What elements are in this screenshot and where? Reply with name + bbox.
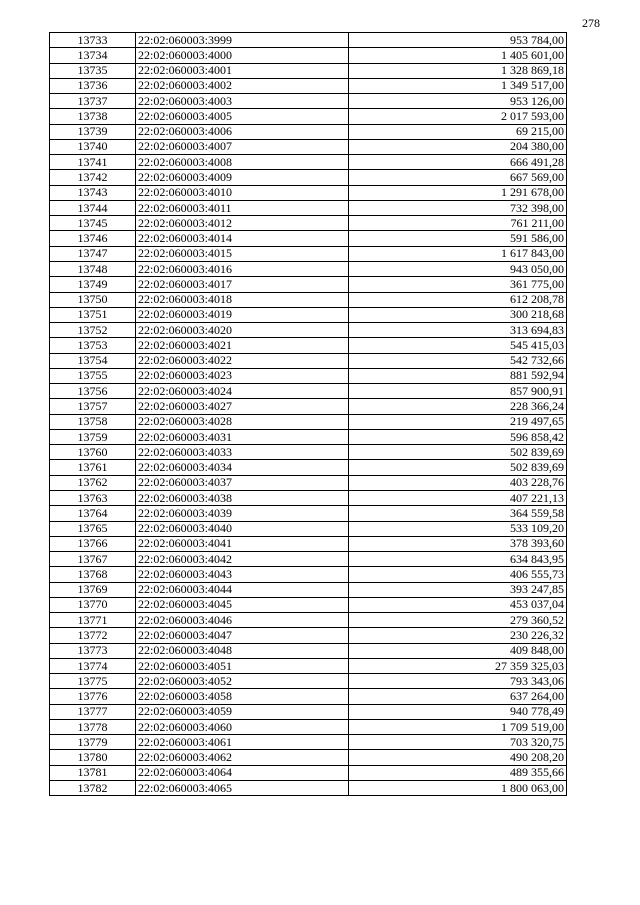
row-number-cell: 13747 [50, 246, 136, 261]
cadastral-value-cell: 1 349 517,00 [349, 78, 567, 93]
table-row [50, 94, 567, 109]
row-number-cell: 13754 [50, 353, 136, 368]
cadastral-value-cell: 409 848,00 [349, 643, 567, 658]
cadastral-number-cell: 22:02:060003:4008 [136, 155, 349, 170]
table-row [50, 353, 567, 368]
cadastral-number-cell: 22:02:060003:4027 [136, 399, 349, 414]
row-number-cell: 13735 [50, 63, 136, 78]
cadastral-value-cell: 533 109,20 [349, 521, 567, 536]
cadastral-number-cell: 22:02:060003:4034 [136, 460, 349, 475]
table-row [50, 109, 567, 124]
cadastral-value-cell: 703 320,75 [349, 735, 567, 750]
table-row [50, 200, 567, 215]
cadastral-number-cell: 22:02:060003:4062 [136, 750, 349, 765]
cadastral-value-cell: 953 126,00 [349, 94, 567, 109]
row-number-cell: 13744 [50, 200, 136, 215]
cadastral-value-cell: 490 208,20 [349, 750, 567, 765]
cadastral-number-cell: 22:02:060003:4037 [136, 475, 349, 490]
table-row [50, 552, 567, 567]
table-row [50, 597, 567, 612]
row-number-cell: 13740 [50, 139, 136, 154]
cadastral-number-cell: 22:02:060003:4002 [136, 78, 349, 93]
cadastral-number-cell: 22:02:060003:4031 [136, 429, 349, 444]
cadastral-value-cell: 230 226,32 [349, 628, 567, 643]
table-row [50, 139, 567, 154]
cadastral-number-cell: 22:02:060003:4005 [136, 109, 349, 124]
cadastral-value-cell: 489 355,66 [349, 765, 567, 780]
cadastral-value-cell: 612 208,78 [349, 292, 567, 307]
row-number-cell: 13738 [50, 109, 136, 124]
table-row [50, 643, 567, 658]
cadastral-number-cell: 22:02:060003:4009 [136, 170, 349, 185]
row-number-cell: 13759 [50, 429, 136, 444]
row-number-cell: 13782 [50, 781, 136, 796]
table-row [50, 674, 567, 689]
cadastral-value-cell: 204 380,00 [349, 139, 567, 154]
row-number-cell: 13749 [50, 277, 136, 292]
cadastral-value-cell: 1 617 843,00 [349, 246, 567, 261]
cadastral-value-cell: 406 555,73 [349, 567, 567, 582]
table-row [50, 155, 567, 170]
row-number-cell: 13746 [50, 231, 136, 246]
cadastral-value-cell: 403 228,76 [349, 475, 567, 490]
cadastral-value-cell: 881 592,94 [349, 368, 567, 383]
table-row [50, 582, 567, 597]
cadastral-number-cell: 22:02:060003:4064 [136, 765, 349, 780]
cadastral-number-cell: 22:02:060003:4006 [136, 124, 349, 139]
table-row [50, 323, 567, 338]
table-row [50, 63, 567, 78]
table-row [50, 658, 567, 673]
cadastral-number-cell: 22:02:060003:4045 [136, 597, 349, 612]
row-number-cell: 13780 [50, 750, 136, 765]
row-number-cell: 13775 [50, 674, 136, 689]
table-row [50, 445, 567, 460]
registry-table-body [50, 33, 567, 796]
table-row [50, 490, 567, 505]
cadastral-number-cell: 22:02:060003:4060 [136, 719, 349, 734]
cadastral-value-cell: 361 775,00 [349, 277, 567, 292]
cadastral-number-cell: 22:02:060003:4042 [136, 552, 349, 567]
cadastral-value-cell: 279 360,52 [349, 613, 567, 628]
row-number-cell: 13772 [50, 628, 136, 643]
table-row [50, 384, 567, 399]
row-number-cell: 13764 [50, 506, 136, 521]
table-row [50, 521, 567, 536]
row-number-cell: 13763 [50, 490, 136, 505]
cadastral-value-cell: 953 784,00 [349, 33, 567, 48]
cadastral-value-cell: 1 328 869,18 [349, 63, 567, 78]
row-number-cell: 13745 [50, 216, 136, 231]
cadastral-number-cell: 22:02:060003:4017 [136, 277, 349, 292]
table-row [50, 765, 567, 780]
cadastral-value-cell: 591 586,00 [349, 231, 567, 246]
cadastral-number-cell: 22:02:060003:4058 [136, 689, 349, 704]
cadastral-number-cell: 22:02:060003:4011 [136, 200, 349, 215]
row-number-cell: 13748 [50, 261, 136, 276]
table-row [50, 704, 567, 719]
table-row [50, 292, 567, 307]
row-number-cell: 13766 [50, 536, 136, 551]
table-row [50, 628, 567, 643]
cadastral-value-cell: 2 017 593,00 [349, 109, 567, 124]
cadastral-number-cell: 22:02:060003:4052 [136, 674, 349, 689]
row-number-cell: 13765 [50, 521, 136, 536]
row-number-cell: 13742 [50, 170, 136, 185]
row-number-cell: 13734 [50, 48, 136, 63]
cadastral-value-cell: 667 569,00 [349, 170, 567, 185]
table-row [50, 689, 567, 704]
row-number-cell: 13743 [50, 185, 136, 200]
cadastral-number-cell: 22:02:060003:4040 [136, 521, 349, 536]
table-row [50, 781, 567, 796]
cadastral-value-cell: 219 497,65 [349, 414, 567, 429]
cadastral-value-cell: 1 800 063,00 [349, 781, 567, 796]
table-row [50, 246, 567, 261]
cadastral-value-cell: 596 858,42 [349, 429, 567, 444]
cadastral-value-cell: 27 359 325,03 [349, 658, 567, 673]
table-row [50, 429, 567, 444]
row-number-cell: 13769 [50, 582, 136, 597]
table-row [50, 216, 567, 231]
table-row [50, 750, 567, 765]
table-row [50, 368, 567, 383]
row-number-cell: 13758 [50, 414, 136, 429]
cadastral-value-cell: 857 900,91 [349, 384, 567, 399]
cadastral-number-cell: 22:02:060003:4033 [136, 445, 349, 460]
cadastral-value-cell: 1 709 519,00 [349, 719, 567, 734]
cadastral-value-cell: 634 843,95 [349, 552, 567, 567]
page-number: 278 [582, 16, 600, 30]
cadastral-number-cell: 22:02:060003:4023 [136, 368, 349, 383]
row-number-cell: 13770 [50, 597, 136, 612]
row-number-cell: 13741 [50, 155, 136, 170]
cadastral-value-cell: 313 694,83 [349, 323, 567, 338]
table-row [50, 261, 567, 276]
cadastral-number-cell: 22:02:060003:4061 [136, 735, 349, 750]
cadastral-value-cell: 637 264,00 [349, 689, 567, 704]
row-number-cell: 13751 [50, 307, 136, 322]
row-number-cell: 13762 [50, 475, 136, 490]
table-row [50, 475, 567, 490]
table-row [50, 48, 567, 63]
table-row [50, 78, 567, 93]
cadastral-value-cell: 761 211,00 [349, 216, 567, 231]
row-number-cell: 13774 [50, 658, 136, 673]
cadastral-value-cell: 940 778,49 [349, 704, 567, 719]
cadastral-number-cell: 22:02:060003:4020 [136, 323, 349, 338]
cadastral-number-cell: 22:02:060003:4024 [136, 384, 349, 399]
cadastral-value-cell: 1 405 601,00 [349, 48, 567, 63]
cadastral-value-cell: 732 398,00 [349, 200, 567, 215]
cadastral-number-cell: 22:02:060003:4041 [136, 536, 349, 551]
row-number-cell: 13752 [50, 323, 136, 338]
cadastral-number-cell: 22:02:060003:4001 [136, 63, 349, 78]
cadastral-value-cell: 228 366,24 [349, 399, 567, 414]
table-row [50, 735, 567, 750]
table-row [50, 185, 567, 200]
cadastral-value-cell: 364 559,58 [349, 506, 567, 521]
cadastral-value-cell: 393 247,85 [349, 582, 567, 597]
cadastral-number-cell: 22:02:060003:4022 [136, 353, 349, 368]
cadastral-number-cell: 22:02:060003:4021 [136, 338, 349, 353]
table-row [50, 307, 567, 322]
row-number-cell: 13778 [50, 719, 136, 734]
table-row [50, 231, 567, 246]
table-row [50, 414, 567, 429]
row-number-cell: 13733 [50, 33, 136, 48]
cadastral-number-cell: 22:02:060003:4007 [136, 139, 349, 154]
row-number-cell: 13760 [50, 445, 136, 460]
cadastral-value-cell: 545 415,03 [349, 338, 567, 353]
registry-table [49, 32, 567, 796]
row-number-cell: 13755 [50, 368, 136, 383]
cadastral-number-cell: 22:02:060003:3999 [136, 33, 349, 48]
cadastral-value-cell: 69 215,00 [349, 124, 567, 139]
cadastral-value-cell: 502 839,69 [349, 460, 567, 475]
cadastral-value-cell: 542 732,66 [349, 353, 567, 368]
row-number-cell: 13768 [50, 567, 136, 582]
cadastral-number-cell: 22:02:060003:4000 [136, 48, 349, 63]
row-number-cell: 13753 [50, 338, 136, 353]
table-row [50, 506, 567, 521]
cadastral-number-cell: 22:02:060003:4051 [136, 658, 349, 673]
cadastral-value-cell: 378 393,60 [349, 536, 567, 551]
row-number-cell: 13773 [50, 643, 136, 658]
row-number-cell: 13767 [50, 552, 136, 567]
row-number-cell: 13736 [50, 78, 136, 93]
cadastral-number-cell: 22:02:060003:4018 [136, 292, 349, 307]
cadastral-value-cell: 407 221,13 [349, 490, 567, 505]
cadastral-value-cell: 793 343,06 [349, 674, 567, 689]
row-number-cell: 13737 [50, 94, 136, 109]
cadastral-value-cell: 502 839,69 [349, 445, 567, 460]
cadastral-number-cell: 22:02:060003:4046 [136, 613, 349, 628]
table-row [50, 170, 567, 185]
row-number-cell: 13756 [50, 384, 136, 399]
row-number-cell: 13771 [50, 613, 136, 628]
row-number-cell: 13777 [50, 704, 136, 719]
cadastral-number-cell: 22:02:060003:4003 [136, 94, 349, 109]
table-row [50, 613, 567, 628]
cadastral-value-cell: 453 037,04 [349, 597, 567, 612]
table-row [50, 338, 567, 353]
cadastral-number-cell: 22:02:060003:4012 [136, 216, 349, 231]
cadastral-number-cell: 22:02:060003:4038 [136, 490, 349, 505]
row-number-cell: 13776 [50, 689, 136, 704]
cadastral-value-cell: 666 491,28 [349, 155, 567, 170]
cadastral-value-cell: 943 050,00 [349, 261, 567, 276]
table-row [50, 567, 567, 582]
table-row [50, 33, 567, 48]
table-row [50, 399, 567, 414]
cadastral-number-cell: 22:02:060003:4048 [136, 643, 349, 658]
table-row [50, 124, 567, 139]
row-number-cell: 13739 [50, 124, 136, 139]
table-row [50, 277, 567, 292]
cadastral-number-cell: 22:02:060003:4047 [136, 628, 349, 643]
table-row [50, 536, 567, 551]
table-row [50, 460, 567, 475]
cadastral-number-cell: 22:02:060003:4015 [136, 246, 349, 261]
row-number-cell: 13750 [50, 292, 136, 307]
row-number-cell: 13757 [50, 399, 136, 414]
row-number-cell: 13781 [50, 765, 136, 780]
cadastral-number-cell: 22:02:060003:4014 [136, 231, 349, 246]
table-row [50, 719, 567, 734]
cadastral-value-cell: 1 291 678,00 [349, 185, 567, 200]
cadastral-number-cell: 22:02:060003:4043 [136, 567, 349, 582]
cadastral-number-cell: 22:02:060003:4044 [136, 582, 349, 597]
cadastral-number-cell: 22:02:060003:4059 [136, 704, 349, 719]
row-number-cell: 13779 [50, 735, 136, 750]
cadastral-number-cell: 22:02:060003:4019 [136, 307, 349, 322]
cadastral-number-cell: 22:02:060003:4039 [136, 506, 349, 521]
cadastral-number-cell: 22:02:060003:4065 [136, 781, 349, 796]
cadastral-value-cell: 300 218,68 [349, 307, 567, 322]
cadastral-number-cell: 22:02:060003:4028 [136, 414, 349, 429]
cadastral-number-cell: 22:02:060003:4016 [136, 261, 349, 276]
row-number-cell: 13761 [50, 460, 136, 475]
cadastral-number-cell: 22:02:060003:4010 [136, 185, 349, 200]
